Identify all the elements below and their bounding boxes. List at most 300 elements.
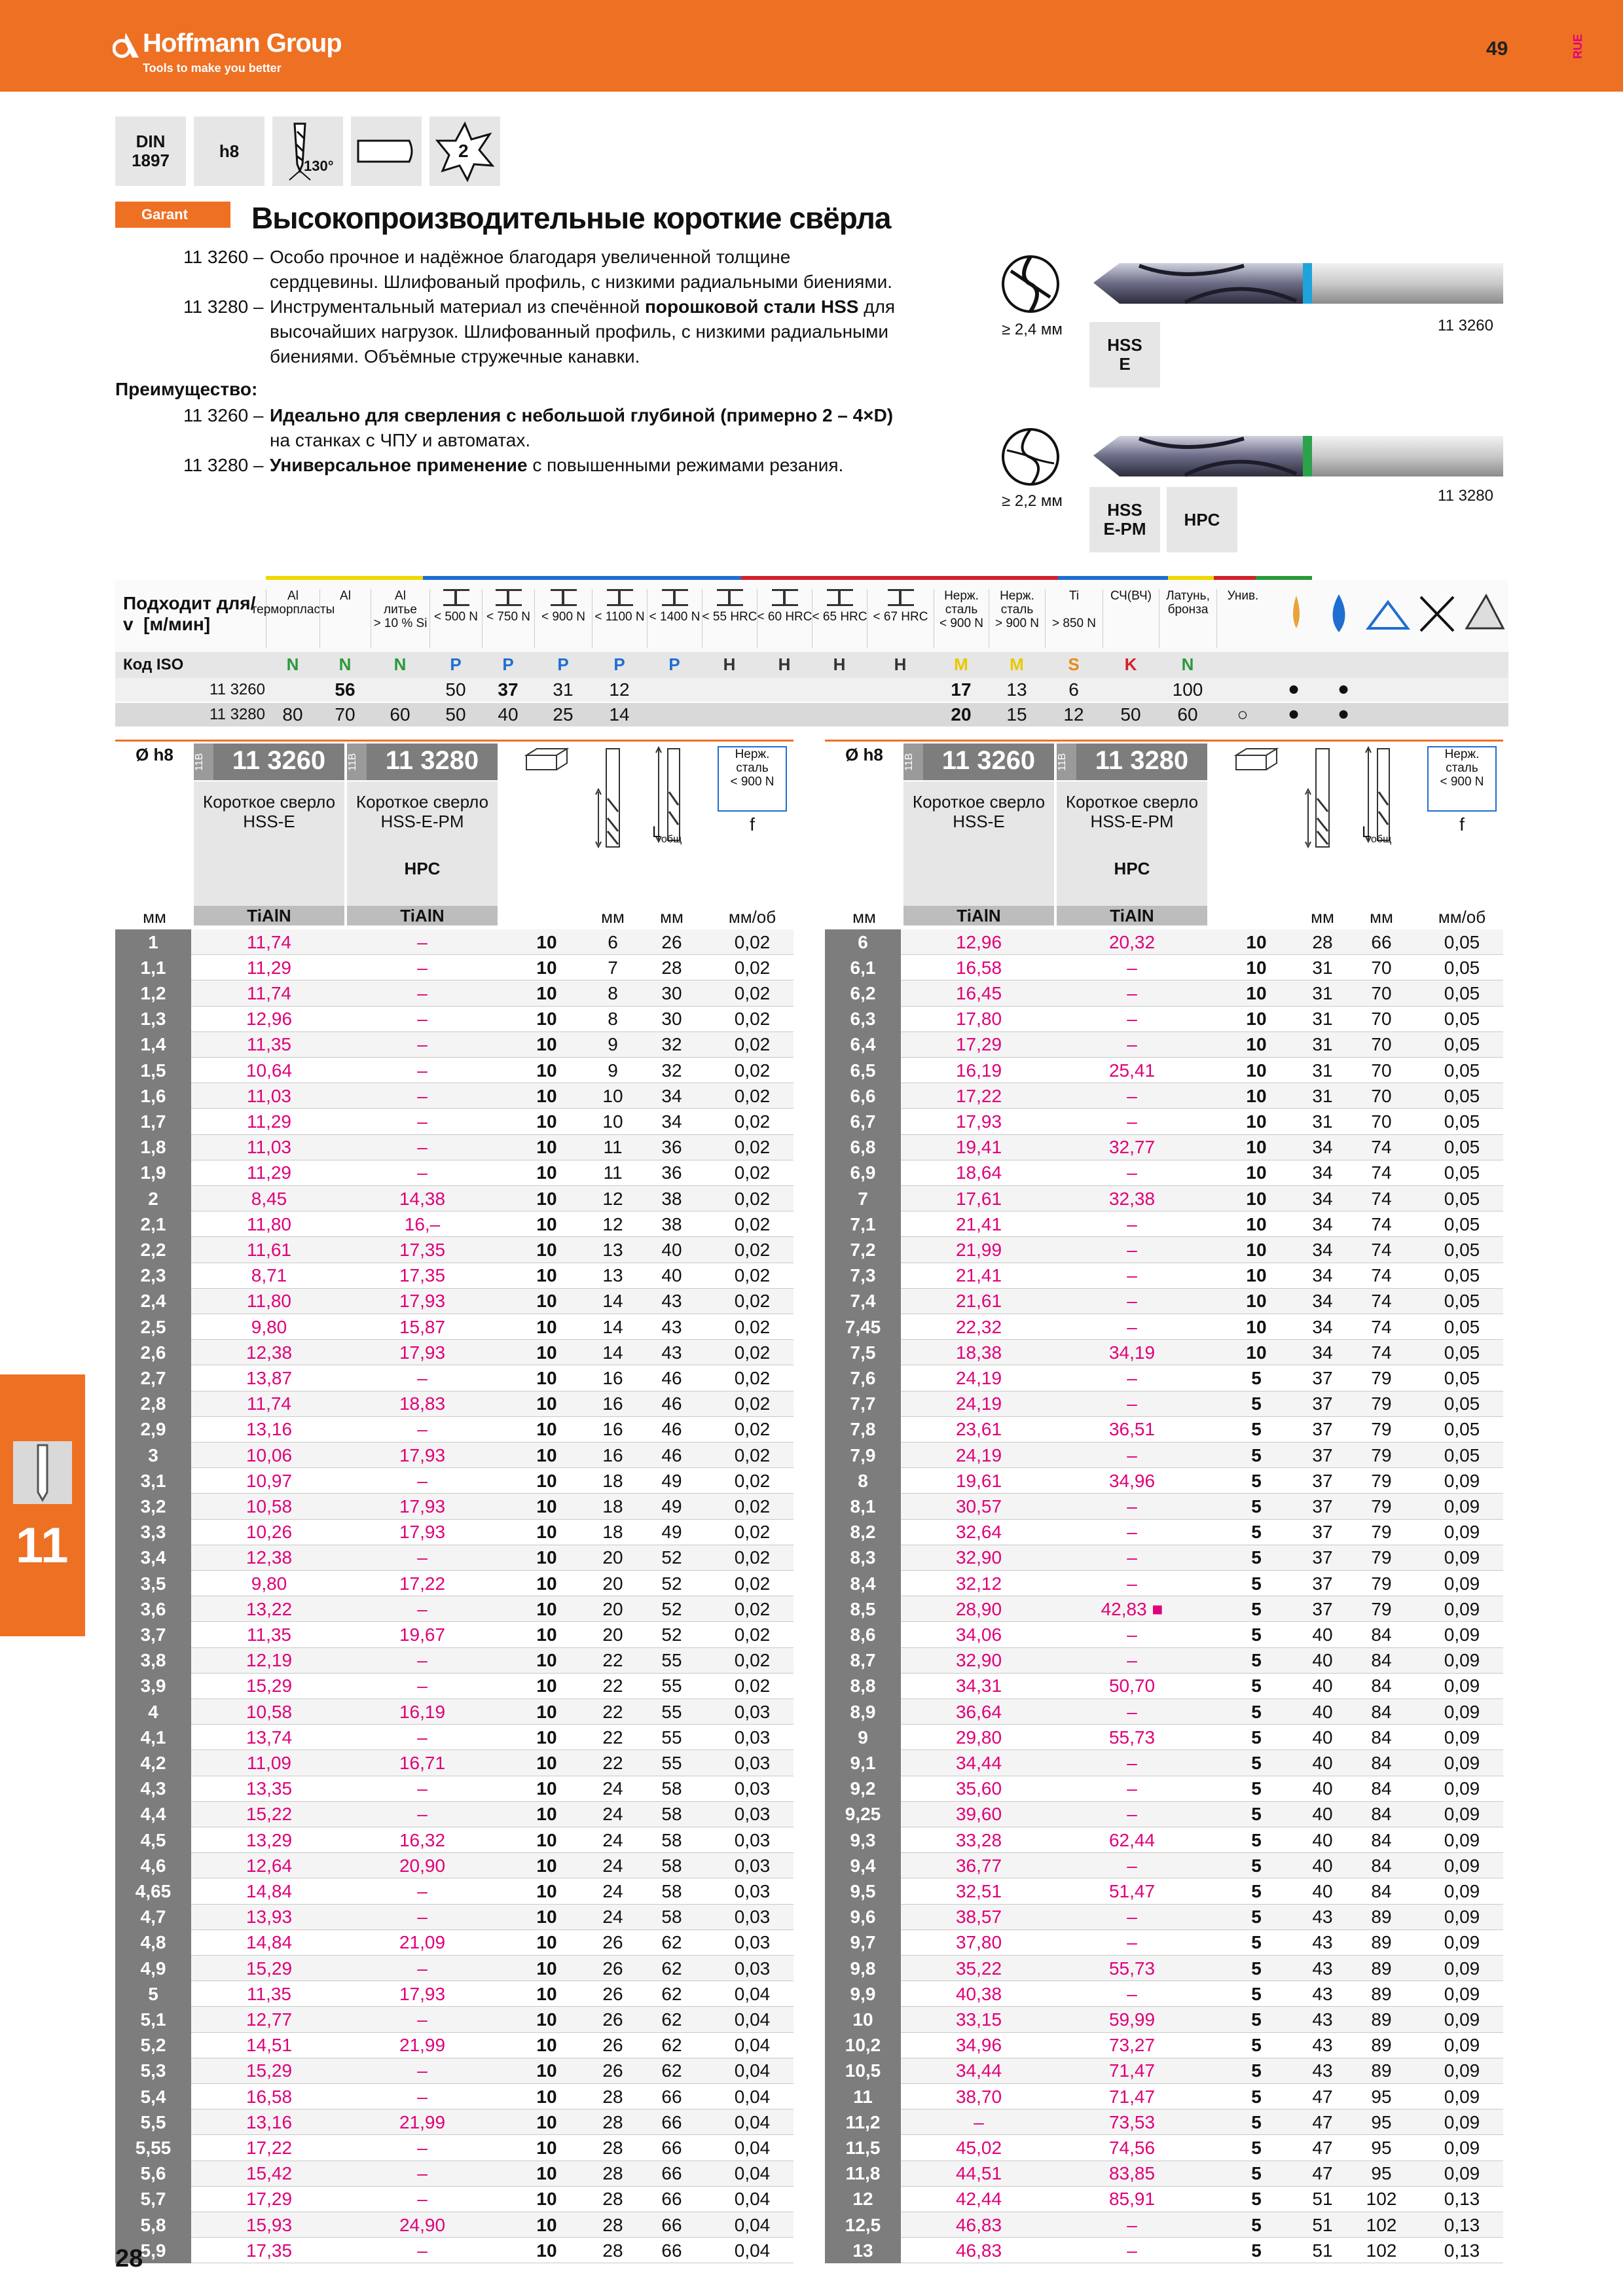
pack-qty: 5 (1251, 1804, 1262, 1825)
table-row (825, 1340, 1503, 1365)
feed: 0,02 (734, 1162, 771, 1183)
price-113260: 34,06 (955, 1624, 1002, 1645)
price-113260: 9,80 (251, 1573, 287, 1594)
pack-qty: 10 (536, 2111, 557, 2132)
pack-qty: 10 (536, 1573, 557, 1594)
price-113280: – (1127, 1650, 1137, 1671)
pack-qty: 10 (1246, 1137, 1267, 1158)
total-length: 79 (1371, 1547, 1392, 1568)
price-113280: – (417, 2060, 428, 2081)
total-length: 58 (661, 1855, 682, 1876)
table-row (115, 2058, 793, 2084)
diameter-cell: 8,7 (825, 1648, 901, 1674)
coolant-dot (1418, 703, 1468, 726)
pack-qty: 5 (1251, 1855, 1262, 1876)
table-row (115, 2161, 793, 2187)
flute-length: 18 (602, 1470, 623, 1491)
price-113260: 13,93 (246, 1907, 293, 1928)
feed: 0,02 (734, 1444, 771, 1465)
flutes-badge (429, 117, 500, 186)
feed: 0,02 (734, 1547, 771, 1568)
cross-section-1-icon (998, 251, 1063, 317)
diameter-cell: 2,6 (115, 1340, 191, 1365)
diameter-cell: 9,7 (825, 1930, 901, 1956)
pack-qty: 10 (536, 1676, 557, 1696)
total-length: 55 (661, 1650, 682, 1671)
diameter-cell: 3,9 (115, 1674, 191, 1699)
price-113280: 55,73 (1108, 1727, 1156, 1748)
flute-length: 37 (1312, 1470, 1333, 1491)
feed: 0,09 (1444, 1958, 1480, 1979)
product-code: 11 3280 (385, 746, 479, 775)
language-tag: RUE (1571, 34, 1584, 60)
pack-qty: 10 (536, 2240, 557, 2261)
diameter-cell: 10 (825, 2007, 901, 2032)
beam-icon (662, 589, 688, 606)
suit-col-header (251, 589, 335, 648)
diameter-header: Ø h8 (845, 745, 883, 764)
feed: 0,02 (734, 1624, 771, 1645)
feed: 0,05 (1444, 1137, 1480, 1158)
flute-length: 37 (1312, 1393, 1333, 1414)
iso-code: P (502, 655, 514, 674)
suit-value (371, 679, 429, 700)
diameter-cell: 6,9 (825, 1160, 901, 1186)
table-row (825, 955, 1503, 980)
unit-feed: мм/об (728, 907, 776, 927)
iso-code: P (557, 655, 569, 674)
flute-length: 40 (1312, 1778, 1333, 1799)
total-length: 66 (1371, 931, 1392, 952)
total-length: 62 (661, 2009, 682, 2030)
price-113260: 14,51 (246, 2035, 293, 2056)
flute-length: 24 (602, 1907, 623, 1928)
price-113280: 17,22 (399, 1573, 446, 1594)
feed: 0,09 (1444, 1855, 1480, 1876)
price-113260: 15,29 (246, 1676, 293, 1696)
suit-value (702, 679, 757, 700)
suit-col-label: Нерж. сталь < 900 N (939, 589, 984, 630)
suit-code-2: 11 3280 (210, 706, 265, 723)
diameter-cell: 2,4 (115, 1289, 191, 1314)
beam-icon (551, 589, 577, 606)
suit-value: 60 (390, 704, 410, 725)
flute-length: 40 (1312, 1829, 1333, 1850)
price-113260: 11,35 (247, 1034, 291, 1055)
flute-length: 26 (602, 2060, 623, 2081)
diameter-cell: 4 (115, 1699, 191, 1725)
total-length: 84 (1371, 1752, 1392, 1773)
table-row (115, 1314, 793, 1340)
price-113260: 32,64 (955, 1522, 1002, 1543)
feed: 0,02 (734, 1291, 771, 1312)
pack-qty: 10 (536, 1239, 557, 1260)
total-length: 79 (1371, 1598, 1392, 1619)
flute-length: 47 (1312, 2086, 1333, 2107)
price-113280: – (1127, 1855, 1137, 1876)
product-name: Короткое сверло HSS-E-PM (1065, 792, 1199, 831)
pack-qty: 10 (1246, 982, 1267, 1003)
price-113280: 55,73 (1108, 1958, 1156, 1979)
total-length: 49 (661, 1496, 682, 1516)
beam-web (618, 591, 621, 604)
pack-qty: 10 (536, 1701, 557, 1722)
diameter-cell: 4,7 (115, 1905, 191, 1930)
suit-value: 100 (1172, 679, 1203, 700)
feed: 0,09 (1444, 1932, 1480, 1953)
desc-text-2d: биениями. Объёмные стружечные канавки. (270, 346, 640, 367)
pack-qty: 10 (536, 1804, 557, 1825)
total-length: 52 (661, 1547, 682, 1568)
beam-icon (772, 589, 798, 606)
feed: 0,03 (734, 1855, 771, 1876)
price-113260: 36,64 (955, 1701, 1002, 1722)
price-113280: – (1127, 1213, 1137, 1234)
diameter-cell: 3 (115, 1443, 191, 1468)
flute-length: 47 (1312, 2137, 1333, 2158)
flute-length: 22 (602, 1701, 623, 1722)
price-113280: 21,09 (399, 1932, 446, 1953)
suit-col-header (592, 589, 647, 648)
price-113280: – (1127, 1367, 1137, 1388)
total-length: 74 (1371, 1213, 1392, 1234)
total-length: 89 (1371, 1958, 1392, 1979)
diameter-cell: 13 (825, 2238, 901, 2263)
total-length: 84 (1371, 1624, 1392, 1645)
table-row (825, 1083, 1503, 1109)
table-row (825, 1827, 1503, 1853)
price-113280: 20,90 (399, 1855, 446, 1876)
total-length: 70 (1371, 957, 1392, 978)
table-row (115, 1981, 793, 2007)
diameter-cell: 8,4 (825, 1571, 901, 1596)
suit-col-label: Al (340, 589, 351, 603)
iso-code: N (393, 655, 407, 674)
suit-col-header (647, 589, 702, 648)
pack-qty: 10 (536, 1342, 557, 1363)
total-length: 32 (661, 1060, 682, 1081)
total-length: 32 (661, 1034, 682, 1055)
pack-qty: 10 (1246, 957, 1267, 978)
table-row (825, 1802, 1503, 1827)
feed: 0,02 (734, 1188, 771, 1209)
price-113280: – (417, 1470, 428, 1491)
price-113280: – (1127, 1291, 1137, 1312)
price-113260: 12,38 (246, 1547, 293, 1568)
flute-length: 8 (608, 982, 618, 1003)
feed: 0,02 (734, 1316, 771, 1337)
price-113260: 15,29 (246, 2060, 293, 2081)
flute-length: 40 (1312, 1624, 1333, 1645)
price-113280: – (417, 1060, 428, 1081)
pack-qty: 10 (536, 957, 557, 978)
pack-qty: 10 (1246, 1034, 1267, 1055)
pack-qty: 5 (1251, 2009, 1262, 2030)
price-113260: 17,22 (955, 1085, 1002, 1106)
price-113280: 71,47 (1108, 2060, 1156, 2081)
section-number: 11 (16, 1518, 69, 1573)
pack-qty: 5 (1251, 1444, 1262, 1465)
total-length: 34 (661, 1085, 682, 1106)
feed: 0,05 (1444, 1034, 1480, 1055)
page-title: Высокопроизводительные короткие свёрла (251, 201, 891, 235)
flute-length: 28 (602, 2086, 623, 2107)
flute-length: 10 (602, 1111, 623, 1132)
price-113260: 32,12 (955, 1573, 1002, 1594)
suit-value: 40 (498, 704, 519, 725)
price-113260: 11,35 (247, 1983, 291, 2004)
coolant-dot: ● (1337, 703, 1350, 725)
pack-qty: 5 (1251, 1598, 1262, 1619)
table-row (825, 1186, 1503, 1211)
table-row (825, 2135, 1503, 2161)
suit-col-header (534, 589, 592, 648)
diameter-cell: 2,2 (115, 1237, 191, 1263)
diameter-cell: 1,3 (115, 1007, 191, 1032)
total-length: 46 (661, 1393, 682, 1414)
price-113280: – (417, 1880, 428, 1901)
total-length: 79 (1371, 1496, 1392, 1516)
suit-value (757, 704, 812, 725)
total-length: 66 (661, 2214, 682, 2235)
pack-qty: 10 (536, 931, 557, 952)
flute-length: 24 (602, 1804, 623, 1825)
diameter-cell: 7,9 (825, 1443, 901, 1468)
flute-length: 40 (1312, 1676, 1333, 1696)
suit-value (812, 679, 867, 700)
diameter-cell: 7,2 (825, 1237, 901, 1263)
feed: 0,09 (1444, 1880, 1480, 1901)
feed: 0,09 (1444, 1496, 1480, 1516)
beam-web (507, 591, 509, 604)
din-standard-badge: DIN 1897 (115, 117, 186, 186)
price-113260: 15,93 (246, 2214, 293, 2235)
pack-qty: 10 (536, 982, 557, 1003)
price-113260: 17,93 (955, 1111, 1002, 1132)
price-113280: 25,41 (1108, 1060, 1156, 1081)
flute-length: 20 (602, 1547, 623, 1568)
price-113280: – (417, 2240, 428, 2261)
diameter-cell: 2,1 (115, 1211, 191, 1237)
iso-code: P (613, 655, 625, 674)
flute-length: 22 (602, 1676, 623, 1696)
pack-qty: 5 (1251, 1778, 1262, 1799)
diameter-cell: 3,4 (115, 1545, 191, 1571)
desc-text-2b: высочайших нагрузок. Шлифованный профиль, с низкими радиальными (270, 321, 889, 342)
flute-length: 34 (1312, 1342, 1333, 1363)
diameter-cell: 2,8 (115, 1391, 191, 1417)
diameter-cell: 8,9 (825, 1699, 901, 1725)
price-113260: 8,45 (251, 1188, 287, 1209)
desc-text-2end: для (864, 296, 896, 317)
table-row (115, 1494, 793, 1519)
diameter-cell: 1,5 (115, 1058, 191, 1083)
feed: 0,04 (734, 2189, 771, 2210)
price-113260: 23,61 (955, 1419, 1002, 1440)
flute-length: 28 (602, 2240, 623, 2261)
pack-qty: 10 (536, 2086, 557, 2107)
flute-length: 12 (602, 1188, 623, 1209)
pack-qty: 5 (1251, 1752, 1262, 1773)
iso-code: M (1010, 655, 1024, 674)
flute-length: 28 (602, 2111, 623, 2132)
table-row (115, 2007, 793, 2032)
flute-length: 37 (1312, 1522, 1333, 1543)
feed: 0,03 (734, 1778, 771, 1799)
feed: 0,02 (734, 1060, 771, 1081)
total-length: 74 (1371, 1162, 1392, 1183)
price-113280: 21,99 (399, 2035, 446, 2056)
total-length: 62 (661, 2060, 682, 2081)
suit-value (757, 679, 812, 700)
total-length: 66 (661, 2137, 682, 2158)
diameter-cell: 9,2 (825, 1776, 901, 1802)
table-row (825, 1725, 1503, 1750)
total-length: 66 (661, 2189, 682, 2210)
feed: 0,09 (1444, 1547, 1480, 1568)
price-113260: 37,80 (955, 1932, 1002, 1953)
suit-col-header (757, 589, 812, 648)
table-row (825, 1237, 1503, 1263)
diameter-cell: 5,5 (115, 2109, 191, 2135)
table-row (825, 1981, 1503, 2007)
pack-qty: 5 (1251, 1829, 1262, 1850)
flute-length: 43 (1312, 2060, 1333, 2081)
diameter-cell: 6,1 (825, 955, 901, 980)
feed: 0,02 (734, 1598, 771, 1619)
coating: TiAlN (347, 906, 498, 925)
suit-value: 6 (1068, 679, 1079, 700)
price-113260: 16,19 (955, 1060, 1002, 1081)
flute-length: 34 (1312, 1239, 1333, 1260)
flute-length: 22 (602, 1727, 623, 1748)
stainless-box: Нерж. сталь < 900 N (1427, 746, 1497, 812)
drill-image-113280 (1087, 419, 1512, 492)
beam-web (728, 591, 731, 604)
feed: 0,03 (734, 1829, 771, 1850)
price-113280: 74,56 (1108, 2137, 1156, 2158)
pack-qty: 10 (536, 2137, 557, 2158)
price-113280: – (1127, 2214, 1137, 2235)
total-length: 95 (1371, 2137, 1392, 2158)
price-113260: 19,61 (955, 1470, 1002, 1491)
price-113260: 11,35 (247, 1624, 291, 1645)
flute-length: 47 (1312, 2163, 1333, 2184)
feed: 0,13 (1444, 2214, 1480, 2235)
suit-value (812, 704, 867, 725)
suit-value (867, 704, 934, 725)
price-113280: 73,53 (1108, 2111, 1156, 2132)
suit-value: 56 (335, 679, 356, 700)
pack-qty: 10 (536, 1752, 557, 1773)
total-length: 52 (661, 1624, 682, 1645)
price-113280: – (1127, 1265, 1137, 1286)
price-113260: 11,74 (247, 1393, 291, 1414)
price-113280: 85,91 (1108, 2189, 1156, 2210)
right-table (825, 740, 1510, 2261)
price-113280: – (417, 1547, 428, 1568)
feed: 0,02 (734, 982, 771, 1003)
diameter-cell: 7,5 (825, 1340, 901, 1365)
feed: 0,04 (734, 2060, 771, 2081)
desc-text-1a: Особо прочное и надёжное благодаря увеличенной толщине (270, 247, 791, 267)
point-angle-badge (272, 117, 343, 186)
table-row (115, 1417, 793, 1443)
table-row (115, 1186, 793, 1211)
total-length: 46 (661, 1367, 682, 1388)
table-row (115, 1878, 793, 1904)
table-row (825, 1443, 1503, 1468)
unit-flute: мм (1311, 907, 1334, 927)
price-113280: 50,70 (1108, 1676, 1156, 1696)
pack-qty: 5 (1251, 1676, 1262, 1696)
price-113280: 15,87 (399, 1316, 446, 1337)
advantage-block (183, 403, 969, 478)
stainless-box: Нерж. сталь < 900 N (718, 746, 787, 812)
diameter-cell: 3,8 (115, 1648, 191, 1674)
diameter-cell: 11 (825, 2084, 901, 2109)
table-row (115, 1263, 793, 1289)
total-length: 70 (1371, 1034, 1392, 1055)
price-113260: 11,74 (247, 982, 291, 1003)
pack-qty: 5 (1251, 1522, 1262, 1543)
flute-length: 28 (602, 2137, 623, 2158)
beam-web (838, 591, 841, 604)
pack-qty: 10 (536, 1009, 557, 1030)
total-length: 38 (661, 1188, 682, 1209)
flute-length: 26 (602, 1958, 623, 1979)
price-113280: 16,– (404, 1213, 441, 1234)
diameter-cell: 8,8 (825, 1674, 901, 1699)
flute-length: 6 (608, 931, 618, 952)
price-113280: – (1127, 1907, 1137, 1928)
flute-length: 11 (603, 1137, 623, 1158)
product-code: 11 3260 (941, 746, 1036, 775)
suit-label: Подходит для/ v [м/мин] (123, 593, 256, 634)
table-row (115, 1725, 793, 1750)
pack-qty: 5 (1251, 2086, 1262, 2107)
price-113260: 44,51 (955, 2163, 1002, 2184)
total-length: 84 (1371, 1804, 1392, 1825)
total-length: 62 (661, 2035, 682, 2056)
product-code: 11 3280 (1095, 746, 1189, 775)
table-row (825, 1391, 1503, 1417)
suit-col-label: < 65 HRC (812, 610, 867, 624)
table-row (115, 1468, 793, 1494)
table-row (115, 1596, 793, 1622)
price-113260: 21,99 (955, 1239, 1002, 1260)
total-length: 89 (1371, 2035, 1392, 2056)
diameter-cell: 4,5 (115, 1827, 191, 1853)
section-tab (0, 1374, 85, 1636)
diameter-cell: 11,2 (825, 2109, 901, 2135)
desc-text-1b: сердцевины. Шлифованый профиль, с низкими радиальными биениями. (270, 272, 893, 292)
flute-length: 43 (1312, 2009, 1333, 2030)
total-length: 66 (661, 2111, 682, 2132)
price-113260: 13,22 (246, 1598, 293, 1619)
price-113260: 11,80 (247, 1291, 291, 1312)
feed: 0,02 (734, 1470, 771, 1491)
price-113260: 33,15 (955, 2009, 1002, 2030)
diameter-cell: 2,5 (115, 1314, 191, 1340)
diameter-cell: 7,7 (825, 1391, 901, 1417)
feed: 0,03 (734, 1701, 771, 1722)
total-length: 30 (661, 1009, 682, 1030)
diameter-cell: 12,5 (825, 2212, 901, 2238)
beam-icon (607, 589, 633, 606)
total-length: 89 (1371, 1983, 1392, 2004)
price-113260: 35,60 (955, 1778, 1002, 1799)
